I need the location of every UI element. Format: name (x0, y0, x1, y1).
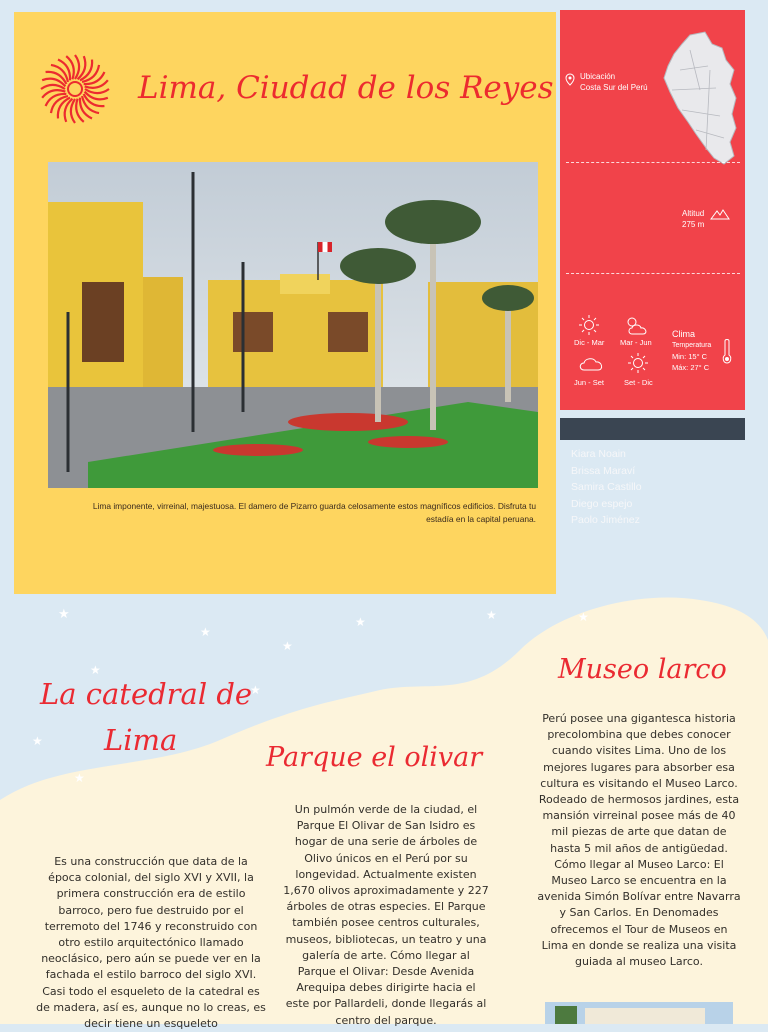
cathedral-title-line2: Lima (104, 723, 178, 757)
photo-caption: Lima imponente, virreinal, majestuosa. El damero de Pizarro guarda celosamente estos magníficos edificios. Disfruta tu estadía en la capital peruana. (92, 501, 536, 524)
season-label-2: Mar - Jun (620, 338, 652, 347)
location-pin-icon (565, 73, 575, 86)
dark-band (560, 418, 745, 440)
svg-text:★: ★ (486, 608, 497, 622)
thermometer-icon (721, 338, 733, 364)
sun-icon (578, 314, 600, 336)
partly-cloudy-icon (622, 313, 652, 335)
altitude-label: Altitud (682, 209, 705, 218)
svg-text:★: ★ (32, 734, 43, 748)
temperature-label: Temperatura (672, 342, 712, 349)
museum-photo-peek (545, 1002, 733, 1024)
page-title: Lima, Ciudad de los Reyes (138, 70, 554, 106)
sun-logo-icon (38, 52, 112, 126)
divider-2 (566, 273, 740, 274)
season-label-3: Jun - Set (574, 378, 605, 387)
peru-map-icon (660, 30, 740, 170)
sun-icon-2 (627, 352, 649, 374)
author-name: Kiara Noain (571, 448, 626, 460)
larco-body: Perú posee una gigantesca historia precolombina que debes conocer cuando visites Lima. Uno de los mejores lugares para absorber esa cultura es visitando el Museo Larco. Rodeado de hermosos jardines, esta mansión virreinal posee más de 40 mil piezas de arte que datan de hasta 5 mil años de antigüedad. Cómo llegar al Museo Larco: El Museo Larco se encuentra en la avenida Simón Bolívar entre Navarra y San Carlos. En Denomades ofrecemos el Tour de Museos en Lima en donde se realiza una visita guiada al museo Larco. (537, 712, 741, 969)
cathedral-body: Es una construcción que data de la época colonial, del siglo XVI y XVII, la primera construcción era de estilo barroco, pero fue destruido por el terremoto del 1746 y reconstruido con otro estilo arquitectónico llamado neoclásico, pero aún se puede ver en la fachada el estilo barroco del siglo XVI. Casi todo el esqueleto de la catedral es de madera, así es, aunque no lo creas, es decir tiene un esqueleto (36, 855, 266, 1031)
author-name: Diego espejo (571, 497, 633, 510)
olivar-body: Un pulmón verde de la ciudad, el Parque El Olivar de San Isidro es hogar de una serie de árboles de Olivo únicos en el Perú por su longevidad. Actualmente existen 1,670 olivos aproximadamente y 227 árboles de otras especies. El Parque también posee centros culturales, museos, bibliotecas, un teatro y una galería de arte. Cómo llegar al Parque el Olivar: Desde Avenida Arequipa debes dirigirte hacia el este por Pallardeli, donde llegarás al centro del parque. (283, 803, 489, 1027)
authors-list (571, 446, 642, 529)
plaza-photo (48, 162, 538, 488)
olivar-title: Parque el olivar (266, 742, 483, 773)
season-label-4: Set - Dic (624, 378, 653, 387)
season-label-1: Dic - Mar (574, 338, 605, 347)
svg-text:★: ★ (282, 639, 293, 653)
svg-text:★: ★ (250, 683, 261, 697)
climate-label: Clima (672, 329, 696, 339)
cloud-icon (576, 352, 606, 374)
author-name: Samira Castillo (571, 481, 642, 493)
altitude-value: 275 m (682, 220, 705, 229)
author-name: Paolo Jiménez (571, 514, 640, 526)
temp-max: Máx: 27° C (672, 363, 710, 372)
temp-min: Min: 15° C (672, 352, 708, 361)
larco-title: Museo larco (558, 654, 727, 685)
svg-text:★: ★ (200, 625, 211, 639)
mountain-icon (710, 208, 730, 220)
svg-text:★: ★ (355, 615, 366, 629)
divider-1 (566, 162, 740, 163)
svg-text:★: ★ (74, 771, 85, 785)
author-name: Brissa Maraví (571, 464, 636, 477)
svg-text:★: ★ (90, 663, 101, 677)
cathedral-title-line1: La catedral de (40, 677, 253, 711)
location-value: Costa Sur del Perú (580, 83, 648, 92)
svg-text:★: ★ (578, 610, 589, 624)
svg-text:★: ★ (58, 607, 70, 622)
location-label: Ubicación (580, 72, 616, 81)
